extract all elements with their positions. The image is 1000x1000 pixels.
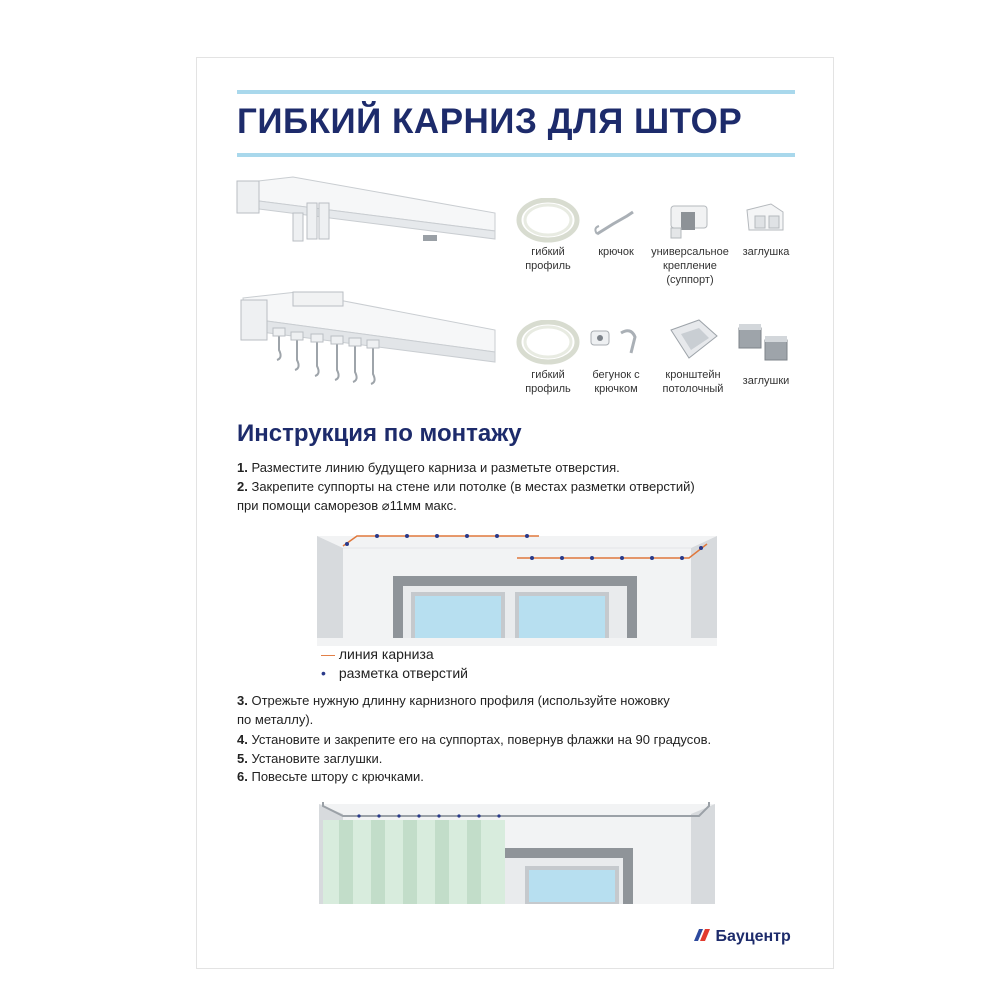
runner-with-hook-icon	[587, 323, 645, 359]
instructions-heading: Инструкция по монтажу	[237, 420, 522, 447]
curtain-rail-single-illustration	[233, 173, 503, 248]
label-flexible-profile-2: гибкий профиль	[525, 369, 571, 395]
legend-curtain-line: — линия карниза	[321, 646, 434, 662]
label-ceiling-bracket: кронштейн потолочный	[662, 369, 724, 395]
end-cap-icon	[741, 200, 787, 236]
step-4: 4. Установите и закрепите его на суппортах, повернув флажки на 90 градусов.	[237, 732, 712, 747]
title-top-rule	[237, 90, 795, 94]
curtain-rail-ceiling-illustration	[237, 290, 499, 390]
ceiling-bracket-icon	[665, 316, 721, 362]
hole-marker-dot: •	[321, 665, 326, 681]
step-2: 2. Закрепите суппорты на стене или потолке (в местах разметки отверстий)	[237, 479, 695, 494]
brand-logo: Бауцентр	[693, 928, 791, 946]
step-1: 1. Разместите линию будущего карниза и разметьте отверстия.	[237, 460, 620, 475]
label-universal-mount: универсальное крепление (суппорт)	[651, 246, 729, 286]
step-5: 5. Установите заглушки.	[237, 751, 383, 766]
universal-mount-icon	[667, 198, 715, 240]
title-bottom-rule	[237, 153, 795, 157]
marking-diagram	[317, 526, 717, 646]
step-3-continued: по металлу).	[237, 712, 314, 727]
brand-logo-icon	[693, 928, 711, 942]
label-end-caps: заглушки	[742, 375, 790, 387]
step-6: 6. Повесьте штору с крючками.	[237, 769, 424, 784]
installed-curtain-diagram	[319, 798, 715, 904]
hook-icon	[593, 208, 639, 238]
instruction-sheet	[196, 57, 834, 969]
page-title: ГИБКИЙ КАРНИЗ ДЛЯ ШТОР	[237, 102, 743, 141]
step-2-continued: при помощи саморезов ⌀11мм макс.	[237, 498, 457, 513]
label-end-cap: заглушка	[742, 246, 790, 258]
label-runner-with-hook: бегунок с крючком	[592, 369, 640, 395]
label-flexible-profile: гибкий профиль	[525, 246, 571, 272]
flexible-profile-coil-icon-2	[515, 320, 581, 368]
label-hook: крючок	[598, 246, 634, 258]
legend-hole-marking: • разметка отверстий	[321, 665, 468, 681]
curtain-line-marker: —	[321, 646, 335, 662]
flexible-profile-coil-icon	[515, 198, 581, 246]
end-caps-icon	[735, 320, 793, 366]
step-3: 3. Отрежьте нужную длинну карнизного профиля (используйте ножовку	[237, 693, 670, 708]
